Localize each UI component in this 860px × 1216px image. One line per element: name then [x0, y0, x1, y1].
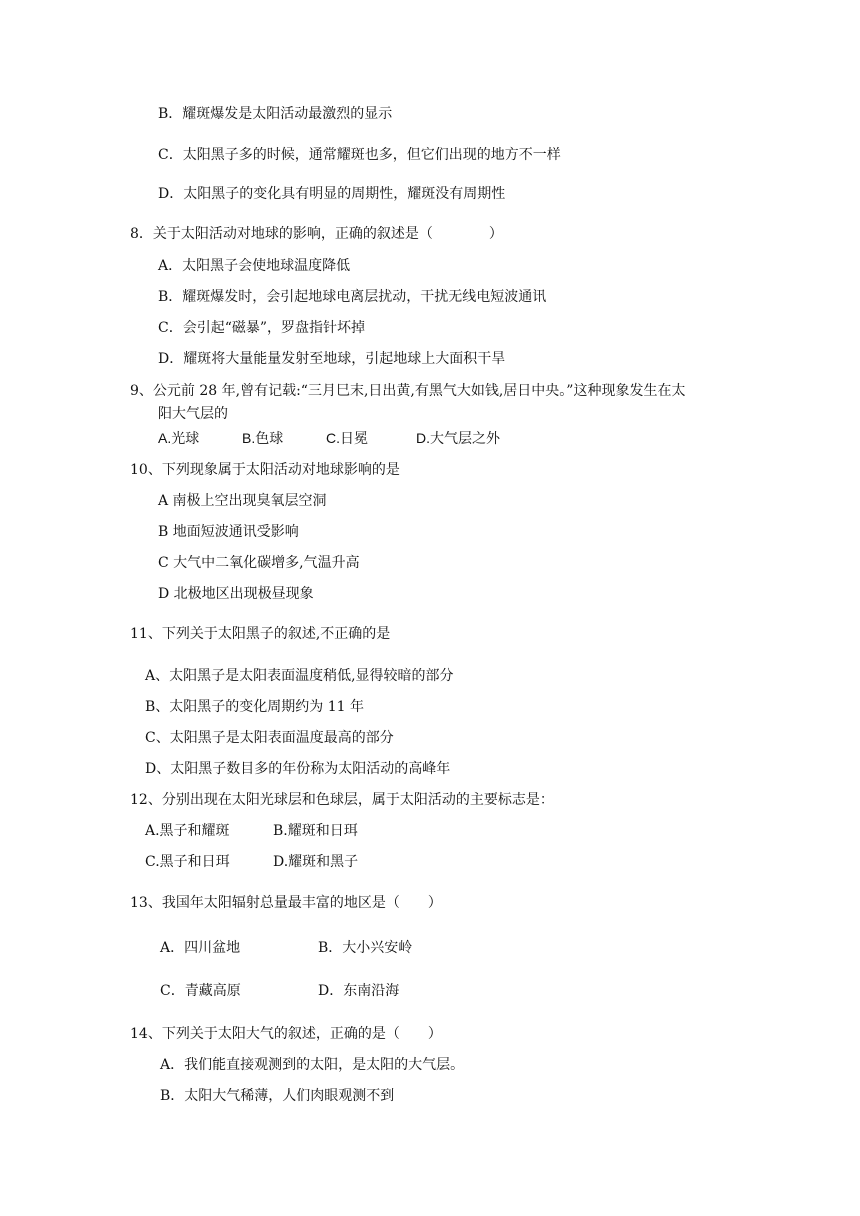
q8-option-d: D．耀斑将大量能量发射至地球，引起地球上大面积干旱 [158, 351, 506, 367]
q14-option-b: B．太阳大气稀薄，人们肉眼观测不到 [160, 1088, 395, 1104]
q8-option-b: B．耀斑爆发时，会引起地球电离层扰动，干扰无线电短波通讯 [158, 289, 547, 305]
q12-options-row2 [145, 852, 358, 872]
q9-stem-line1: 9、公元前 28 年,曾有记载:“三月巳末,日出黄,有黑气大如钱,居日中央。”这种现象发生在太 [130, 383, 686, 399]
q7-option-d: D．太阳黑子的变化具有明显的周期性，耀斑没有周期性 [158, 186, 506, 202]
q13-options-row1 [160, 938, 412, 958]
q7-option-c: C．太阳黑子多的时候，通常耀斑也多，但它们出现的地方不一样 [158, 147, 561, 163]
q8-option-c: C．会引起“磁暴”，罗盘指针坏掉 [158, 320, 366, 336]
q8-stem: 8．关于太阳活动对地球的影响，正确的叙述是（ ） [130, 226, 503, 242]
q10-option-b: B 地面短波通讯受影响 [158, 524, 299, 540]
q9-option-a: A.光球 [158, 430, 200, 446]
q11-option-d: D、太阳黑子数目多的年份称为太阳活动的高峰年 [145, 761, 451, 777]
q14-option-a: A．我们能直接观测到的太阳，是太阳的大气层。 [160, 1057, 465, 1073]
q12-options-row1 [145, 821, 358, 841]
q13-stem: 13、我国年太阳辐射总量最丰富的地区是（ ） [130, 895, 442, 911]
q11-option-a: A、太阳黑子是太阳表面温度稍低,显得较暗的部分 [145, 668, 454, 684]
q13-option-c: C．青藏高原 [160, 983, 241, 999]
q13-option-b: B．大小兴安岭 [318, 940, 413, 956]
q9-option-d: D.大气层之外 [416, 430, 500, 446]
q12-option-d: D.耀斑和黑子 [273, 854, 359, 870]
q9-stem-line2: 阳大气层的 [158, 406, 228, 422]
q7-option-b: B．耀斑爆发是太阳活动最激烈的显示 [158, 106, 393, 122]
q9-options [158, 428, 500, 448]
q11-option-b: B、太阳黑子的变化周期约为 11 年 [145, 699, 365, 715]
q8-option-a: A．太阳黑子会使地球温度降低 [158, 258, 351, 274]
q12-stem: 12、分别出现在太阳光球层和色球层，属于太阳活动的主要标志是： [130, 792, 554, 808]
q9-option-b: B.色球 [242, 430, 284, 446]
q11-stem: 11、下列关于太阳黑子的叙述,不正确的是 [130, 626, 391, 642]
q14-stem: 14、下列关于太阳大气的叙述，正确的是（ ） [130, 1026, 442, 1042]
q9-option-c: C.日冕 [326, 430, 368, 446]
q12-option-a: A.黑子和耀斑 [145, 823, 230, 839]
q10-option-a: A 南极上空出现臭氧层空洞 [158, 493, 327, 509]
q13-option-d: D．东南沿海 [318, 983, 400, 999]
q11-option-c: C、太阳黑子是太阳表面温度最高的部分 [145, 730, 394, 746]
q12-option-b: B.耀斑和日珥 [273, 823, 358, 839]
q13-option-a: A．四川盆地 [160, 940, 241, 956]
q10-option-d: D 北极地区出现极昼现象 [158, 586, 314, 602]
q12-option-c: C.黑子和日珥 [145, 854, 230, 870]
q10-option-c: C 大气中二氧化碳增多,气温升高 [158, 555, 360, 571]
q13-options-row2 [160, 981, 399, 1001]
q10-stem: 10、下列现象属于太阳活动对地球影响的是 [130, 462, 400, 478]
